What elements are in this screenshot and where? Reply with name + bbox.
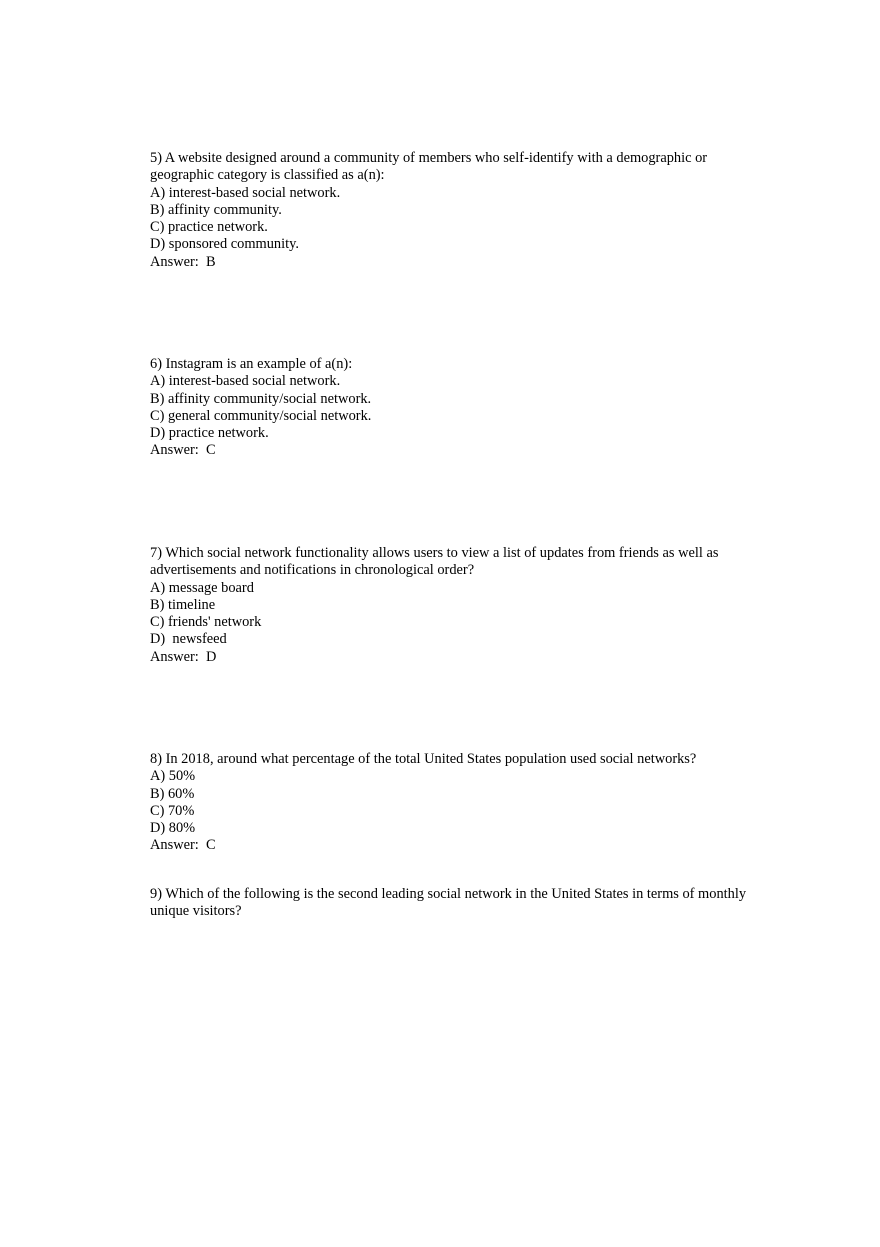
question-stem: 9) Which of the following is the second leading social network in the United States in terms of monthly unique visitors?	[150, 886, 750, 920]
question-5	[150, 150, 750, 271]
option-b: B) affinity community.	[150, 201, 282, 218]
option-c: C) practice network.	[150, 219, 268, 236]
option-c: C) general community/social network.	[150, 407, 372, 424]
option-a: A) interest-based social network.	[150, 184, 341, 201]
option-a: A) message board	[150, 579, 254, 596]
option-a: A) 50%	[150, 768, 196, 785]
option-b: B) timeline	[150, 596, 216, 613]
option-b: B) 60%	[150, 785, 195, 802]
option-b: B) affinity community/social network.	[150, 390, 372, 407]
option-d: D) 80%	[150, 820, 196, 837]
question-6	[150, 356, 750, 460]
option-a: A) interest-based social network.	[150, 373, 341, 390]
option-d: D) practice network.	[150, 425, 269, 442]
answer-line: Answer: D	[150, 648, 217, 665]
question-stem: 5) A website designed around a community of members who self-identify with a demographic or geographic category is classified as a(n):	[150, 150, 711, 184]
question-9	[150, 886, 750, 921]
answer-line: Answer: C	[150, 837, 216, 854]
option-c: C) friends' network	[150, 614, 262, 631]
answer-line: Answer: B	[150, 253, 216, 270]
answer-line: Answer: C	[150, 442, 216, 459]
question-7	[150, 545, 750, 666]
question-stem: 7) Which social network functionality allows users to view a list of updates from friends as well as advertisements and notifications in chronological order?	[150, 545, 723, 579]
question-8	[150, 751, 750, 855]
option-d: D) sponsored community.	[150, 236, 299, 253]
question-stem: 8) In 2018, around what percentage of the total United States population used social networks?	[150, 751, 697, 767]
question-stem: 6) Instagram is an example of a(n):	[150, 356, 353, 372]
option-d: D) newsfeed	[150, 631, 227, 648]
option-c: C) 70%	[150, 802, 195, 819]
